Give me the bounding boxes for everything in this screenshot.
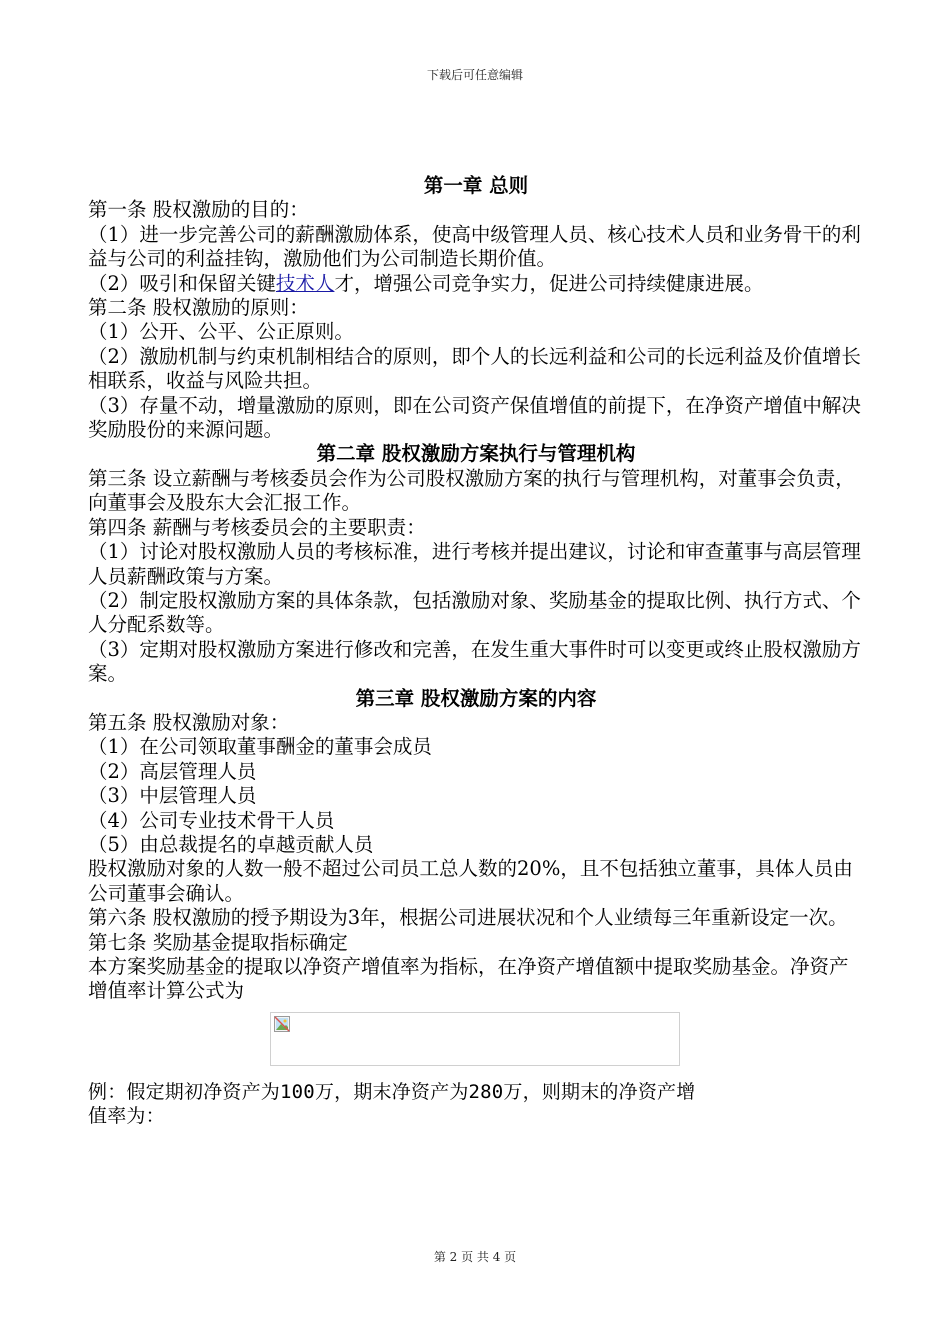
example-line-2: 值率为： — [88, 1105, 165, 1128]
article-4-item-3: （3）定期对股权激励方案进行修改和完善，在发生重大事件时可以变更或终止股权激励方案。 — [88, 637, 861, 686]
broken-image-icon — [274, 1016, 290, 1032]
example-line-1: 例：假定期初净资产为100万，期末净资产为280万，则期末的净资产增 — [88, 1080, 696, 1103]
article-5-item-3: （3）中层管理人员 — [88, 784, 257, 808]
chapter-3-heading: 第三章 股权激励方案的内容 — [355, 686, 597, 710]
article-3: 第三条 设立薪酬与考核委员会作为公司股权激励方案的执行与管理机构，对董事会负责，向董事会及股东大会汇报工作。 — [88, 466, 855, 515]
chapter-2-heading: 第二章 股权激励方案执行与管理机构 — [316, 442, 636, 466]
document-body — [88, 172, 864, 1129]
article-5-item-4: （4）公司专业技术骨干人员 — [88, 808, 335, 832]
article-1-title: 第一条 股权激励的目的： — [88, 198, 309, 222]
article-5-title: 第五条 股权激励对象： — [88, 710, 290, 734]
article-5-item-1: （1）在公司领取董事酬金的董事会成员 — [88, 735, 432, 759]
article-1-item-2-post: 才，增强公司竞争实力，促进公司持续健康进展。 — [334, 271, 764, 295]
article-1-item-2-pre: （2）吸引和保留关键 — [88, 271, 276, 295]
article-5-item-2: （2）高层管理人员 — [88, 759, 257, 783]
article-4-item-2: （2）制定股权激励方案的具体条款，包括激励对象、奖励基金的提取比例、执行方式、个人分配系数等。 — [88, 588, 861, 637]
article-4-item-1: （1）讨论对股权激励人员的考核标准，进行考核并提出建议，讨论和审查董事与高层管理人员薪酬政策与方案。 — [88, 540, 861, 588]
article-4-title: 第四条 薪酬与考核委员会的主要职责： — [88, 515, 426, 539]
page-header: 下载后可任意编辑 — [426, 68, 523, 82]
formula-image-placeholder — [270, 1012, 680, 1066]
article-2-title: 第二条 股权激励的原则： — [88, 296, 309, 320]
technical-talent-link[interactable]: 技术人 — [275, 271, 335, 295]
article-1-item-1: （1）进一步完善公司的薪酬激励体系，使高中级管理人员、核心技术人员和业务骨干的利益与公司的利益挂钩，激励他们为公司制造长期价值。 — [88, 222, 861, 271]
article-2-item-2: （2）激励机制与约束机制相结合的原则，即个人的长远利益和公司的长远利益及价值增长相联系，收益与风险共担。 — [88, 344, 861, 393]
article-5-item-5: （5）由总裁提名的卓越贡献人员 — [88, 832, 374, 856]
article-2-item-3: （3）存量不动，增量激励的原则，即在公司资产保值增值的前提下，在净资产增值中解决奖励股份的来源问题。 — [88, 393, 861, 442]
article-1-item-2 — [88, 272, 864, 296]
article-7-body: 本方案奖励基金的提取以净资产增值率为指标，在净资产增值额中提取奖励基金。净资产增值率计算公式为 — [88, 955, 849, 1003]
article-2-item-1: （1）公开、公平、公正原则。 — [88, 320, 354, 344]
page-footer: 第 2 页 共 4 页 — [433, 1250, 517, 1264]
chapter-1-heading: 第一章 总则 — [423, 174, 529, 197]
article-7-title: 第七条 奖励基金提取指标确定 — [88, 930, 348, 954]
article-6: 第六条 股权激励的授予期设为3年，根据公司进展状况和个人业绩每三年重新设定一次。 — [88, 906, 848, 930]
article-5-note: 股权激励对象的人数一般不超过公司员工总人数的20%，且不包括独立董事，具体人员由公司董事会确认。 — [88, 857, 853, 905]
